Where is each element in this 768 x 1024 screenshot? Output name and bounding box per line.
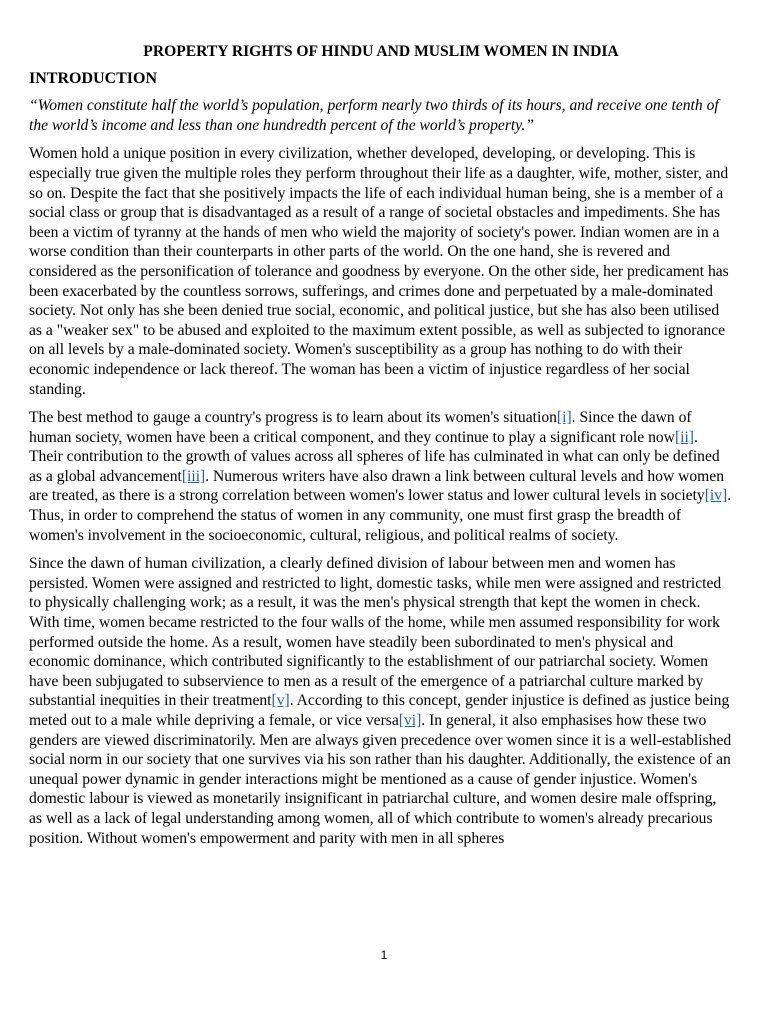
paragraph-2 (29, 408, 733, 545)
paragraph-text: The best method to gauge a country's progress is to learn about its women's situation (29, 409, 557, 427)
epigraph-quote: “Women constitute half the world’s population, perform nearly two thirds of its hours, and receive one tenth of the world’s income and less than one hundredth percent of the world’s property.” (29, 97, 719, 134)
footnote-link-iv[interactable]: [iv] (704, 487, 728, 505)
paragraph-3 (29, 554, 733, 848)
paragraph-text: . Their contribution to the growth of values across all spheres of life has culminated in what can only be defined as a global advancement (29, 428, 720, 485)
section-heading: INTRODUCTION (29, 69, 158, 87)
paragraph-text: . Thus, in order to comprehend the status of women in any community, one must first grasp the breadth of women's involvement in the socioeconomic, cultural, religious, and political realms of society. (29, 487, 732, 544)
paragraph-1: Women hold a unique position in every civilization, whether developed, developing, or developing. This is especially true given the multiple roles they perform throughout their life as a daughter, wife, mother, sister, and so on. Despite the fact that she positively impacts the life of each individual human being, she is a member of a social class or group that is disadvantaged as a result of a range of societal obstacles and impediments. She has been a victim of tyranny at the hands of men who wield the majority of society's power. Indian women are in a worse condition than their counterparts in other parts of the world. On the one hand, she is revered and considered as the personification of tolerance and goodness by everyone. On the other side, her predicament has been exacerbated by the countless sorrows, sufferings, and crimes done and perpetuated by a male-dominated society. Not only has she been denied true social, economic, and political justice, but she has also been utilised as a "weaker sex" to be abused and exploited to the maximum extent possible, as well as subjected to ignorance on all levels by a male-dominated society. Women's susceptibility as a group has nothing to do with their economic independence or lack thereof. The woman has been a victim of injustice regardless of her social standing. (29, 145, 729, 398)
paragraph-text: . According to this concept, gender injustice is defined as justice being meted out to a male while depriving a female, or vice versa (29, 692, 730, 729)
footnote-link-i[interactable]: [i] (556, 409, 572, 427)
footnote-link-v[interactable]: [v] (271, 692, 290, 710)
footnote-link-vi[interactable]: [vi] (398, 712, 422, 729)
document-page (29, 40, 733, 857)
page-number: 1 (380, 948, 388, 962)
paragraph-text: . Numerous writers have also drawn a link between cultural levels and how women are treated, as there is a strong correlation between women's lower status and lower cultural levels in society (29, 467, 725, 505)
footnote-link-ii[interactable]: [ii] (674, 428, 694, 446)
document-title: PROPERTY RIGHTS OF HINDU AND MUSLIM WOMEN IN INDIA (143, 43, 619, 60)
paragraph-text: . In general, it also emphasises how these two genders are viewed discriminatorily. Men are always given precedence over women since it is a well-established social norm in our society that one survives via his son rather than his daughter. Additionally, the existence of an unequal power dynamic in gender interactions might be mentioned as a cause of gender injustice. Women's domestic labour is viewed as monetarily insignificant in patriarchal culture, and women desire male offspring, as well as a lack of legal understanding among women, all of which contribute to women's already precarious position. Without women's empowerment and parity with men in all spheres (29, 712, 732, 847)
paragraph-text: . Since the dawn of human society, women have been a critical component, and they continue to play a significant role now (29, 409, 692, 446)
footnote-link-iii[interactable]: [iii] (181, 467, 206, 485)
paragraph-text: Since the dawn of human civilization, a clearly defined division of labour between men and women has persisted. Women were assigned and restricted to light, domestic tasks, while men were assigned and restricted to physically challenging work; as a result, it was the men's physical strength that kept the women in check. With time, women became restricted to the four walls of the home, while men assumed responsibility for work performed outside the home. As a result, women have steadily been subordinated to men's physical and economic dominance, which contributed significantly to the establishment of our patriarchal society. Women have been subjugated to subservience to men as a result of the emergence of a patriarchal culture marked by substantial inequities in their treatment (29, 555, 722, 710)
